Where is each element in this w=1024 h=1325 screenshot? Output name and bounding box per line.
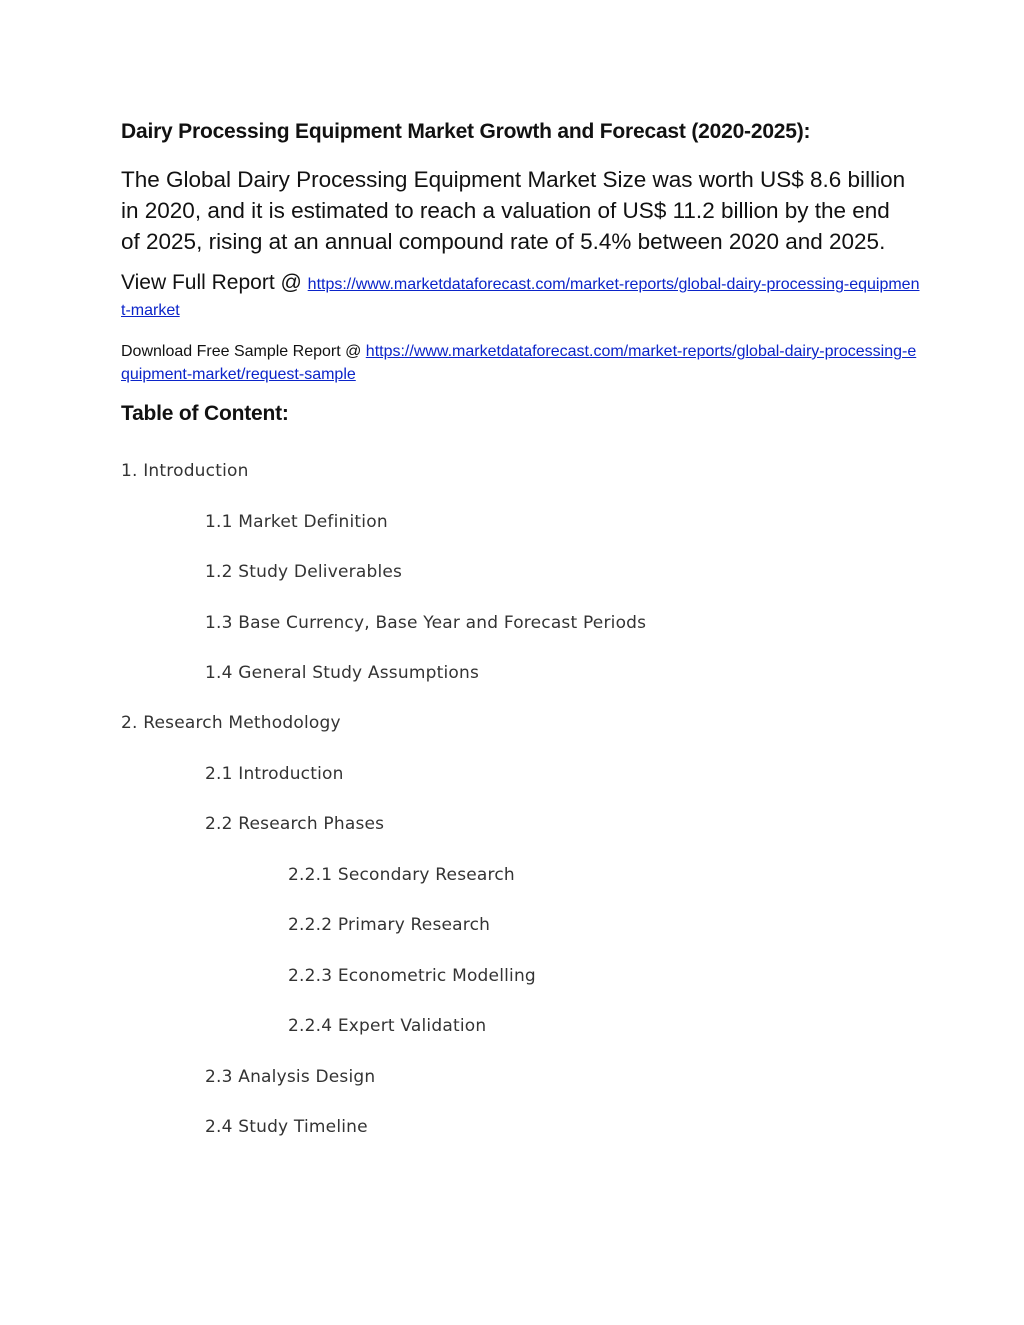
sample-report-label: Download Free Sample Report @ — [121, 343, 366, 360]
toc-item-study-assumptions: 1.4 General Study Assumptions — [205, 663, 480, 683]
toc-item-research-methodology: 2. Research Methodology — [121, 713, 341, 733]
toc-item-research-phases: 2.2 Research Phases — [205, 814, 385, 834]
toc-item-methodology-introduction: 2.1 Introduction — [205, 764, 344, 784]
sample-report-link[interactable]: https://www.marketdataforecast.com/market-reports/global-dairy-processing-equipment-market/request-sample — [121, 343, 917, 383]
toc-item-introduction: 1. Introduction — [121, 461, 249, 481]
toc-item-analysis-design: 2.3 Analysis Design — [205, 1067, 376, 1087]
toc-item-expert-validation: 2.2.4 Expert Validation — [288, 1016, 487, 1036]
toc-item-econometric-modelling: 2.2.3 Econometric Modelling — [288, 966, 536, 986]
full-report-line — [121, 270, 921, 324]
toc-item-base-currency: 1.3 Base Currency, Base Year and Forecast Periods — [205, 613, 647, 633]
toc-item-study-timeline: 2.4 Study Timeline — [205, 1117, 368, 1137]
full-report-label: View Full Report @ — [121, 271, 308, 294]
market-summary-paragraph: The Global Dairy Processing Equipment Market Size was worth US$ 8.6 billion in 2020, and it is estimated to reach a valuation of US$ 11.2 billion by the end of 2025, rising at an annual compound rate of 5.4% between 2020 and 2025. — [121, 167, 906, 254]
full-report-link[interactable]: https://www.marketdataforecast.com/market-reports/global-dairy-processing-equipment-market — [121, 276, 920, 319]
sample-report-line — [121, 340, 921, 386]
toc-item-market-definition: 1.1 Market Definition — [205, 512, 388, 532]
toc-item-study-deliverables: 1.2 Study Deliverables — [205, 562, 403, 582]
page-title: Dairy Processing Equipment Market Growth and Forecast (2020-2025): — [121, 120, 811, 143]
toc-item-secondary-research: 2.2.1 Secondary Research — [288, 865, 515, 885]
toc-item-primary-research: 2.2.2 Primary Research — [288, 915, 491, 935]
toc-title: Table of Content: — [121, 402, 289, 425]
